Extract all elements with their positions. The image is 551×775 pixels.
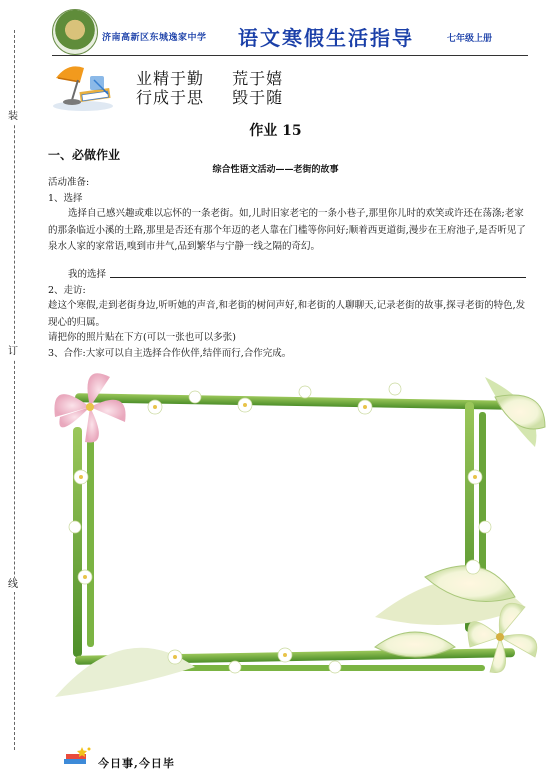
header-divider <box>52 55 528 56</box>
photo-frame-image <box>45 367 550 697</box>
step1-label: 1、选择 <box>48 193 83 204</box>
section-heading: 一、必做作业 <box>48 148 121 162</box>
school-name: 济南高新区东城逸家中学 <box>102 33 207 43</box>
step3-text: 3、合作:大家可以自主选择合作伙伴,结伴而行,合作完成。 <box>48 348 292 359</box>
activity-subtitle: 综合性语文活动——老街的故事 <box>212 165 339 175</box>
motto-2b: 毁于随 <box>232 88 284 107</box>
binding-char-xian: 线 <box>8 579 18 590</box>
motto-1b: 荒于嬉 <box>232 69 284 88</box>
step2-text: 趁这个寒假,走到老街身边,听听她的声音,和老街的树问声好,和老街的人聊聊天,记录老街的故事,探寻老街的特色,发现心的归属。 <box>48 300 526 328</box>
grade-label: 七年级上册 <box>447 34 493 44</box>
binding-char-ding: 订 <box>8 346 18 357</box>
page-title: 语文寒假生活指导 <box>238 26 414 50</box>
school-logo-icon <box>52 9 98 55</box>
my-choice-label: 我的选择 <box>68 269 107 280</box>
motto-1a: 业精于勤 <box>136 69 205 88</box>
step2-label: 2、走访: <box>48 285 86 296</box>
books-stars-icon <box>62 745 92 769</box>
photo-note: 请把你的照片贴在下方(可以一张也可以多张) <box>48 332 236 343</box>
motto-line-2 <box>136 85 283 108</box>
assignment-heading: 作业 15 <box>249 123 302 139</box>
binding-char-zhuang: 装 <box>8 111 18 122</box>
footer-motto: 今日事,今日毕 <box>98 757 175 770</box>
my-choice-blank <box>110 277 526 278</box>
motto-2a: 行成于思 <box>136 88 205 107</box>
desk-lamp-icon <box>50 60 116 112</box>
step1-text: 选择自己感兴趣或难以忘怀的一条老街。如,儿时旧家老宅的一条小巷子,那里你儿时的欢笑或许还在荡涤;老家的那条临近小溪的土路,那里是否还有那个年迈的老人靠在门槛等你问好;顺着西更道街,漫步在王府池子,是否听见了泉水人家的家常语,嗅到市井气,品到繁华与宁静一线之隔的奇幻。 <box>48 208 526 252</box>
prep-label: 活动准备: <box>48 177 90 188</box>
